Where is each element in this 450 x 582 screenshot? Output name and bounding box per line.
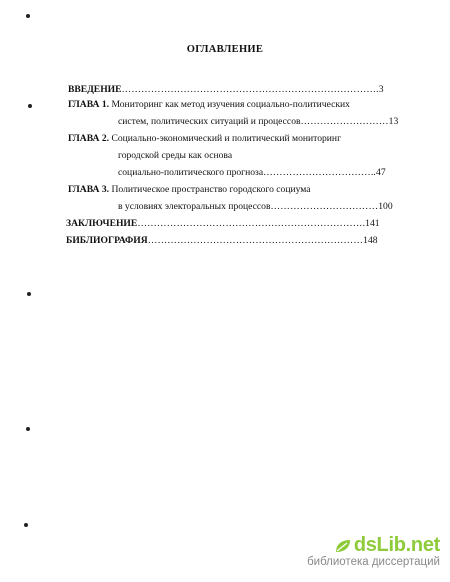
toc-page-number: 148 <box>363 235 378 246</box>
scan-speck <box>26 14 30 18</box>
watermark-caption: библиотека диссертаций <box>307 556 440 568</box>
toc-page-number: 3 <box>378 84 384 95</box>
toc-text: Политическое пространство городского социума <box>111 184 311 195</box>
toc-dots: ……………………… <box>300 116 389 127</box>
toc-entry-chapter-3 <box>68 184 408 196</box>
toc-dots: ……………………………………………………………. <box>137 218 366 229</box>
toc-text: городской среды как основа <box>118 150 233 161</box>
toc-text: Социально-экономический и политический мониторинг <box>111 133 342 144</box>
watermark-logo <box>307 534 440 557</box>
toc-label: БИБЛИОГРАФИЯ <box>66 235 148 246</box>
toc-page-number: 100 <box>378 201 393 212</box>
toc-page-number: 13 <box>388 116 399 127</box>
scan-speck <box>27 292 31 296</box>
toc-text: в условиях электоральных процессов <box>118 201 271 212</box>
toc-page-number: 47 <box>376 167 386 178</box>
toc-text: систем, политических ситуаций и процессов <box>118 116 301 127</box>
watermark-logo-text: dsLib.net <box>353 534 440 556</box>
toc-entry-chapter-3-cont <box>118 201 406 213</box>
toc-dots: …………………………… <box>270 201 379 212</box>
toc-entry-chapter-2 <box>68 133 408 145</box>
toc-label: ГЛАВА 3. <box>68 184 110 195</box>
toc-entry-chapter-1-cont <box>118 116 410 128</box>
leaf-icon <box>334 538 352 554</box>
toc-dots: ………………………………………………………… <box>147 235 364 246</box>
toc-title: ОГЛАВЛЕНИЕ <box>186 44 264 55</box>
toc-entry-conclusion <box>66 218 408 230</box>
toc-label: ВВЕДЕНИЕ <box>68 84 122 95</box>
toc-entry-bibliography <box>66 235 408 247</box>
scan-speck <box>26 427 30 431</box>
toc-label: ГЛАВА 1. <box>68 99 110 110</box>
toc-dots: ……………………………………………………………………. <box>121 84 379 95</box>
watermark <box>307 534 440 568</box>
toc-dots: …………………………….. <box>263 167 377 178</box>
scan-speck <box>24 523 28 527</box>
toc-page-number: 141 <box>365 218 380 229</box>
scan-speck <box>28 104 32 108</box>
toc-text: Мониторинг как метод изучения социально-политических <box>111 99 350 110</box>
toc-entry-chapter-1 <box>68 99 408 111</box>
toc-entry-introduction <box>68 84 406 96</box>
toc-text: социально-политического прогноза <box>118 167 264 178</box>
toc-entry-chapter-2-cont-2 <box>118 167 410 179</box>
toc-label: ЗАКЛЮЧЕНИЕ <box>66 218 138 229</box>
toc-label: ГЛАВА 2. <box>68 133 110 144</box>
toc-entry-chapter-2-cont-1 <box>118 150 408 162</box>
